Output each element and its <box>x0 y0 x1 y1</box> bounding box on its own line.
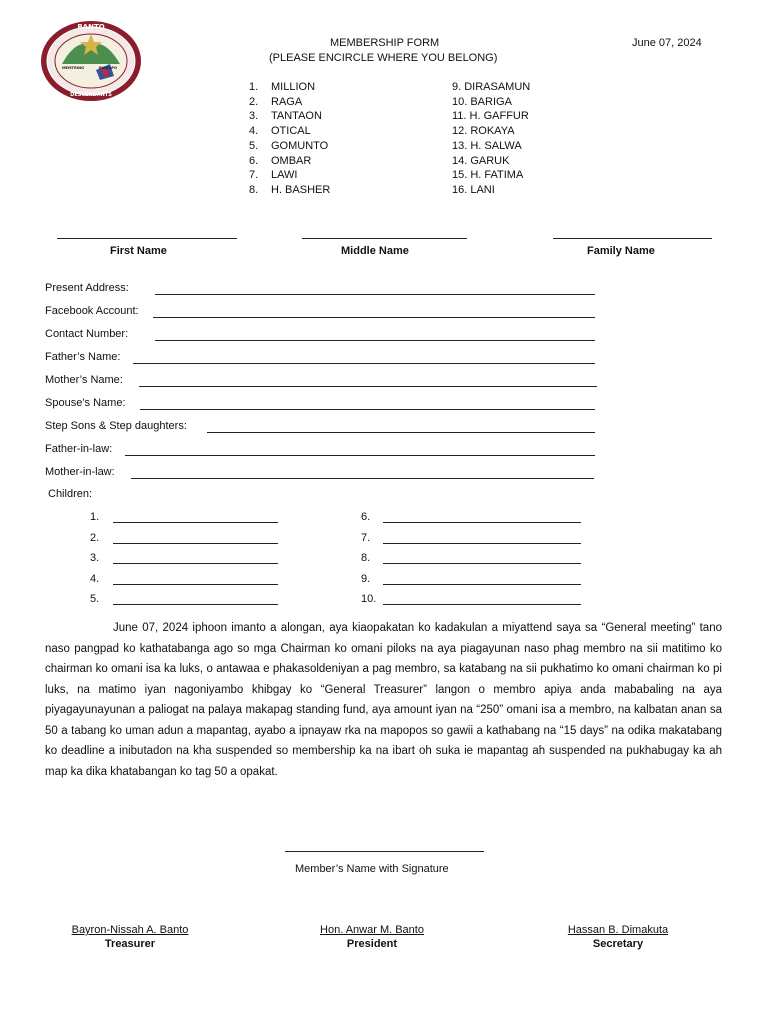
field-input-line[interactable] <box>155 340 595 341</box>
officer-name: Bayron-Nissah A. Banto <box>71 924 189 936</box>
child-number: 1. <box>90 511 100 523</box>
group-option[interactable]: OTICAL <box>271 125 311 138</box>
field-input-line[interactable] <box>133 363 595 364</box>
field-label: Mother-in-law: <box>45 466 115 478</box>
field-input-line[interactable] <box>153 317 595 318</box>
field-label: Step Sons & Step daughters: <box>45 420 187 432</box>
logo-bottom-text: DESCENDANTS <box>70 92 112 98</box>
group-option[interactable]: 10. BARIGA <box>452 95 512 108</box>
field-label: Mother’s Name: <box>45 374 123 386</box>
group-option[interactable]: MILLION <box>271 81 316 93</box>
group-option[interactable]: 14. GARUK <box>452 154 510 167</box>
child-name-line[interactable] <box>383 563 581 564</box>
group-number: 5. <box>249 139 259 152</box>
member-signature-label: Member’s Name with Signature <box>295 863 449 875</box>
field-label: Father’s Name: <box>45 351 121 363</box>
group-number: 7. <box>249 169 259 182</box>
group-number: 4. <box>249 125 259 138</box>
child-number: 10. <box>361 593 377 605</box>
group-option[interactable]: 16. LANI <box>452 183 495 196</box>
organization-seal-logo <box>40 20 142 102</box>
child-number: 3. <box>90 552 100 564</box>
agreement-paragraph: June 07, 2024 iphoon imanto a alongan, aya kiaopakatan ko kadakulan a miyattend saya sa “General meeting” tano naso pangpad ko kathatabanga ago so mga Chairman ko omani piloks na aya piagayunan naso phag membro na sii matitimo ko chairman ko omani isa ka luks, o antawaa e phakasoldeniyan a pag membro, sa katabang na sii pukhatimo ko omani chairman ko pi luks, na matimo iyan nagoniyambo khibgay ko “General Treasurer” langon o membro apiya anda mababaling na aya piyagayunayunan a paliogat na palaya makapag standing fund, aya amount iyan na “250” omani isa a membro, na kalbatan anan sa 50 a tabang ko uman adun a mapantag, ayabo a ipnayaw rka na mapopos so gawii a kathabang na “15 days” na odika makatabang ko deadline a inibutadon na kha suspended so membership ka na ibart oh suka ie mapantag ah suspended na pukhabugay ka ah map ka dika khatabangan ko tag 50 a opakat. <box>45 622 722 778</box>
officer-name: Hon. Anwar M. Banto <box>320 924 424 936</box>
child-name-line[interactable] <box>383 584 581 585</box>
logo-left-text: MEMTRING <box>61 66 85 70</box>
child-name-line[interactable] <box>383 522 581 523</box>
field-input-line[interactable] <box>207 432 595 433</box>
child-number: 4. <box>90 572 100 585</box>
member-signature-line[interactable] <box>285 851 484 852</box>
field-input-line[interactable] <box>125 455 595 456</box>
logo-top-text: BANTO <box>77 23 105 31</box>
field-label: Father-in-law: <box>45 443 113 455</box>
form-title: MEMBERSHIP FORM <box>330 37 440 49</box>
officer-title: President <box>346 938 398 950</box>
group-option[interactable]: 15. H. FATIMA <box>452 169 524 182</box>
form-date: June 07, 2024 <box>632 37 702 49</box>
first-name-label: First Name <box>110 245 167 257</box>
group-number: 2. <box>249 95 259 108</box>
group-option[interactable]: 12. ROKAYA <box>452 125 515 138</box>
group-option[interactable]: RAGA <box>271 95 303 108</box>
group-option[interactable]: H. BASHER <box>271 183 331 196</box>
group-option[interactable]: 13. H. SALWA <box>452 139 522 152</box>
child-name-line[interactable] <box>383 543 581 544</box>
child-number: 5. <box>90 593 100 605</box>
family-name-label: Family Name <box>587 245 655 257</box>
child-number: 9. <box>361 572 371 585</box>
field-input-line[interactable] <box>131 478 594 479</box>
middle-name-label: Middle Name <box>341 245 409 257</box>
children-label: Children: <box>48 488 93 500</box>
group-number: 8. <box>249 183 259 196</box>
child-number: 7. <box>361 531 371 544</box>
officer-name: Hassan B. Dimakuta <box>567 924 669 936</box>
child-name-line[interactable] <box>113 563 278 564</box>
group-number: 1. <box>249 81 259 93</box>
child-number: 8. <box>361 552 371 564</box>
child-number: 2. <box>90 531 100 544</box>
middle-name-line[interactable] <box>302 238 467 239</box>
field-label: Contact Number: <box>45 328 129 340</box>
child-name-line[interactable] <box>113 604 278 605</box>
group-number: 3. <box>249 110 259 123</box>
field-label: Present Address: <box>45 282 129 294</box>
field-input-line[interactable] <box>155 294 595 295</box>
group-option[interactable]: TANTAON <box>271 110 322 123</box>
family-name-line[interactable] <box>553 238 712 239</box>
child-number: 6. <box>361 511 371 523</box>
group-option[interactable]: 9. DIRASAMUN <box>452 81 531 93</box>
child-name-line[interactable] <box>113 522 278 523</box>
child-name-line[interactable] <box>113 543 278 544</box>
group-option[interactable]: GOMUNTO <box>271 139 329 152</box>
group-option[interactable]: 11. H. GAFFUR <box>452 110 529 123</box>
officer-title: Secretary <box>592 938 644 950</box>
group-option[interactable]: LAWI <box>271 169 298 182</box>
group-option[interactable]: OMBAR <box>271 154 312 167</box>
form-subtitle: (PLEASE ENCIRCLE WHERE YOU BELONG) <box>269 52 498 64</box>
first-name-line[interactable] <box>57 238 237 239</box>
group-number: 6. <box>249 154 259 167</box>
field-label: Facebook Account: <box>45 305 139 317</box>
field-label: Spouse’s Name: <box>45 397 126 409</box>
child-name-line[interactable] <box>113 584 278 585</box>
child-name-line[interactable] <box>383 604 581 605</box>
field-input-line[interactable] <box>139 386 597 387</box>
field-input-line[interactable] <box>140 409 595 410</box>
logo-right-text: PIAGAPO <box>98 66 118 70</box>
officer-title: Treasurer <box>104 938 156 950</box>
